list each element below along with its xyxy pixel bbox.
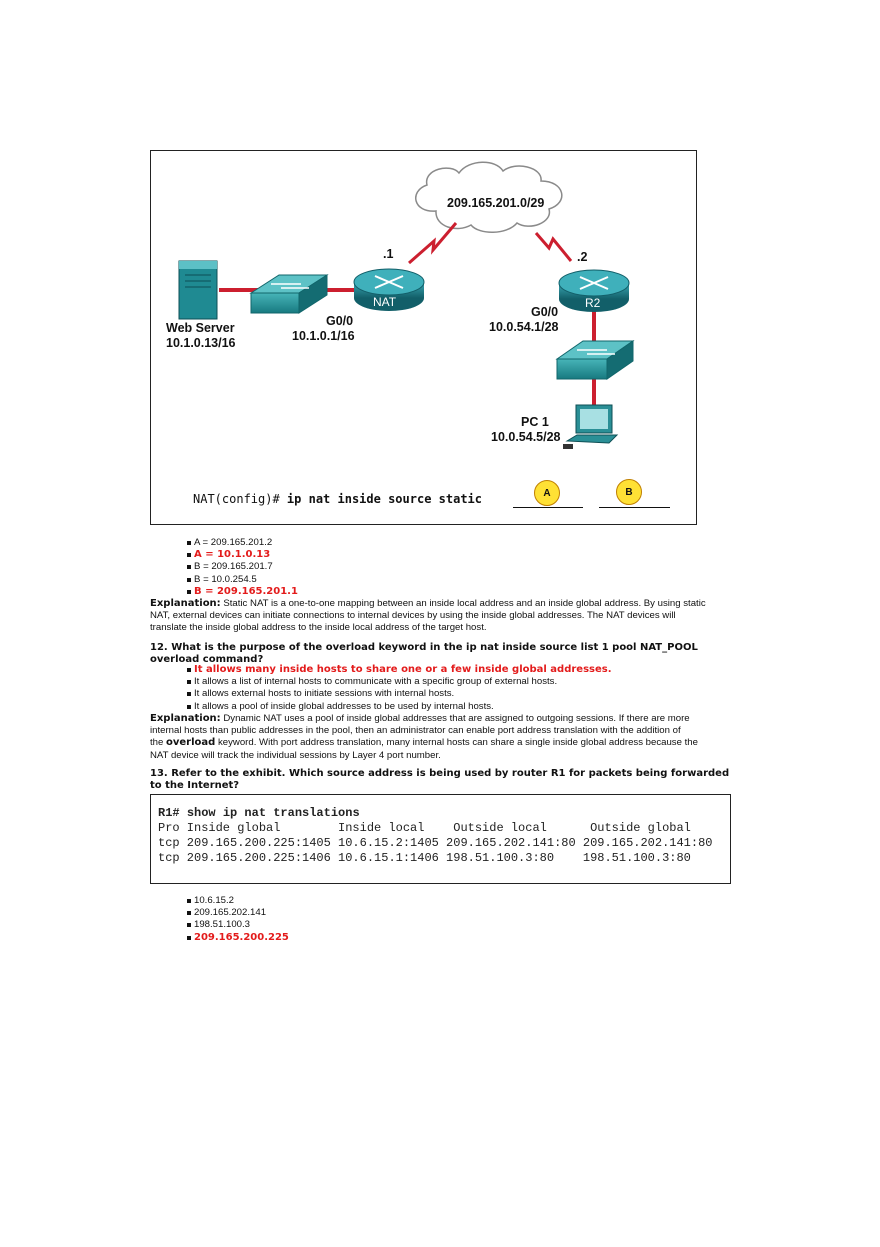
q11-option[interactable]: A = 209.165.201.2 (186, 537, 298, 549)
explanation-text: keyword. With port address translation, many internal hosts can share a single inside global address because the (215, 737, 698, 749)
exhibit-prompt: R1# (158, 806, 187, 820)
exhibit-command-line (158, 806, 360, 820)
overload-keyword: overload (166, 737, 216, 749)
wan-link-nat (409, 223, 456, 263)
exhibit-command: show ip nat translations (186, 806, 360, 820)
exhibit-data-row: tcp 209.165.200.225:1406 10.6.15.1:1406 198.51.100.3:80 198.51.100.3:80 (158, 851, 691, 865)
q11-explanation (150, 598, 740, 635)
q11-option-correct[interactable]: B = 209.165.201.1 (186, 586, 298, 598)
q11-option-correct[interactable]: A = 10.1.0.13 (186, 549, 298, 561)
q13-option[interactable]: 198.51.100.3 (186, 919, 289, 931)
topology-exhibit (150, 150, 697, 525)
web-server-icon (179, 261, 217, 319)
q12-options (186, 664, 612, 713)
question-text: 12. What is the purpose of the overload keyword in the ip nat inside source list 1 pool NAT_POOL (150, 642, 698, 653)
r2-interface-ip: 10.0.54.1/28 (489, 320, 559, 334)
switch-left-icon (251, 275, 327, 313)
explanation-text: Static NAT is a one-to-one mapping between an inside local address and an inside global address. By using static (220, 598, 706, 609)
q12-explanation (150, 713, 740, 762)
explanation-text: NAT, external devices can initiate connections to internal devices by using the inside global addresses. The NAT devices will (150, 610, 676, 622)
q12-option[interactable]: It allows a pool of inside global addresses to be used by internal hosts. (186, 701, 612, 713)
q12-option[interactable]: It allows a list of internal hosts to communicate with a specific group of external hosts. (186, 676, 612, 688)
explanation-text: Dynamic NAT uses a pool of inside global addresses that are assigned to outgoing sessions. If there are more (220, 713, 690, 724)
web-server-name: Web Server (166, 321, 235, 335)
q12-option-correct[interactable]: It allows many inside hosts to share one or a few inside global addresses. (186, 664, 612, 676)
r2-interface-label: G0/0 (531, 305, 559, 319)
pc-name: PC 1 (521, 415, 549, 429)
q13-options (186, 895, 289, 944)
explanation-label: Explanation: (150, 713, 221, 724)
q11-option[interactable]: B = 10.0.254.5 (186, 574, 298, 586)
explanation-label: Explanation: (150, 598, 221, 609)
blank-b-marker: B (616, 479, 642, 505)
command-prompt: NAT(config)# (193, 492, 287, 506)
nat-translations-exhibit (150, 794, 731, 884)
nat-wan-address-label: .1 (383, 247, 394, 261)
q11-option[interactable]: B = 209.165.201.7 (186, 561, 298, 573)
nat-interface-label: G0/0 (326, 314, 354, 328)
blank-b-line (599, 507, 670, 508)
question-text: overload command? (150, 654, 264, 665)
nat-command-line (193, 492, 482, 506)
exhibit-header-row: Pro Inside global Inside local Outside local Outside global (158, 821, 691, 835)
q12-option[interactable]: It allows external hosts to initiate sessions with internal hosts. (186, 688, 612, 700)
question-text: 13. Refer to the exhibit. Which source address is being used by router R1 for packets being forwarded (150, 768, 730, 779)
q13-option-correct[interactable]: 209.165.200.225 (186, 932, 289, 944)
cloud-network-label: 209.165.201.0/29 (447, 196, 545, 210)
q12-question (150, 642, 740, 666)
question-text: to the Internet? (150, 780, 240, 791)
q13-option[interactable]: 209.165.202.141 (186, 907, 289, 919)
exhibit-data-row: tcp 209.165.200.225:1405 10.6.15.2:1405 209.165.202.141:80 209.165.202.141:80 (158, 836, 713, 850)
nat-router-label: NAT (373, 295, 397, 309)
switch-right-icon (557, 341, 633, 379)
web-server-ip: 10.1.0.13/16 (166, 336, 236, 350)
explanation-text: internal hosts than public addresses in the pool, then an administrator can enable port address translation with the addition of (150, 725, 681, 737)
command-text: ip nat inside source static (286, 492, 482, 506)
q13-question (150, 768, 740, 792)
wan-link-r2 (536, 233, 571, 261)
pc-ip: 10.0.54.5/28 (491, 430, 561, 444)
blank-a-marker: A (534, 480, 560, 506)
explanation-text: the (150, 737, 167, 749)
q13-option[interactable]: 10.6.15.2 (186, 895, 289, 907)
r2-router-label: R2 (585, 296, 601, 310)
nat-interface-ip: 10.1.0.1/16 (292, 329, 355, 343)
r2-wan-address-label: .2 (577, 250, 588, 264)
explanation-text: translate the inside global address to the inside local address of the target host. (150, 622, 487, 634)
pc-icon (563, 405, 617, 449)
q11-options (186, 537, 298, 598)
explanation-text: NAT device will track the individual sessions by Layer 4 port number. (150, 749, 441, 761)
blank-a-line (513, 507, 583, 508)
